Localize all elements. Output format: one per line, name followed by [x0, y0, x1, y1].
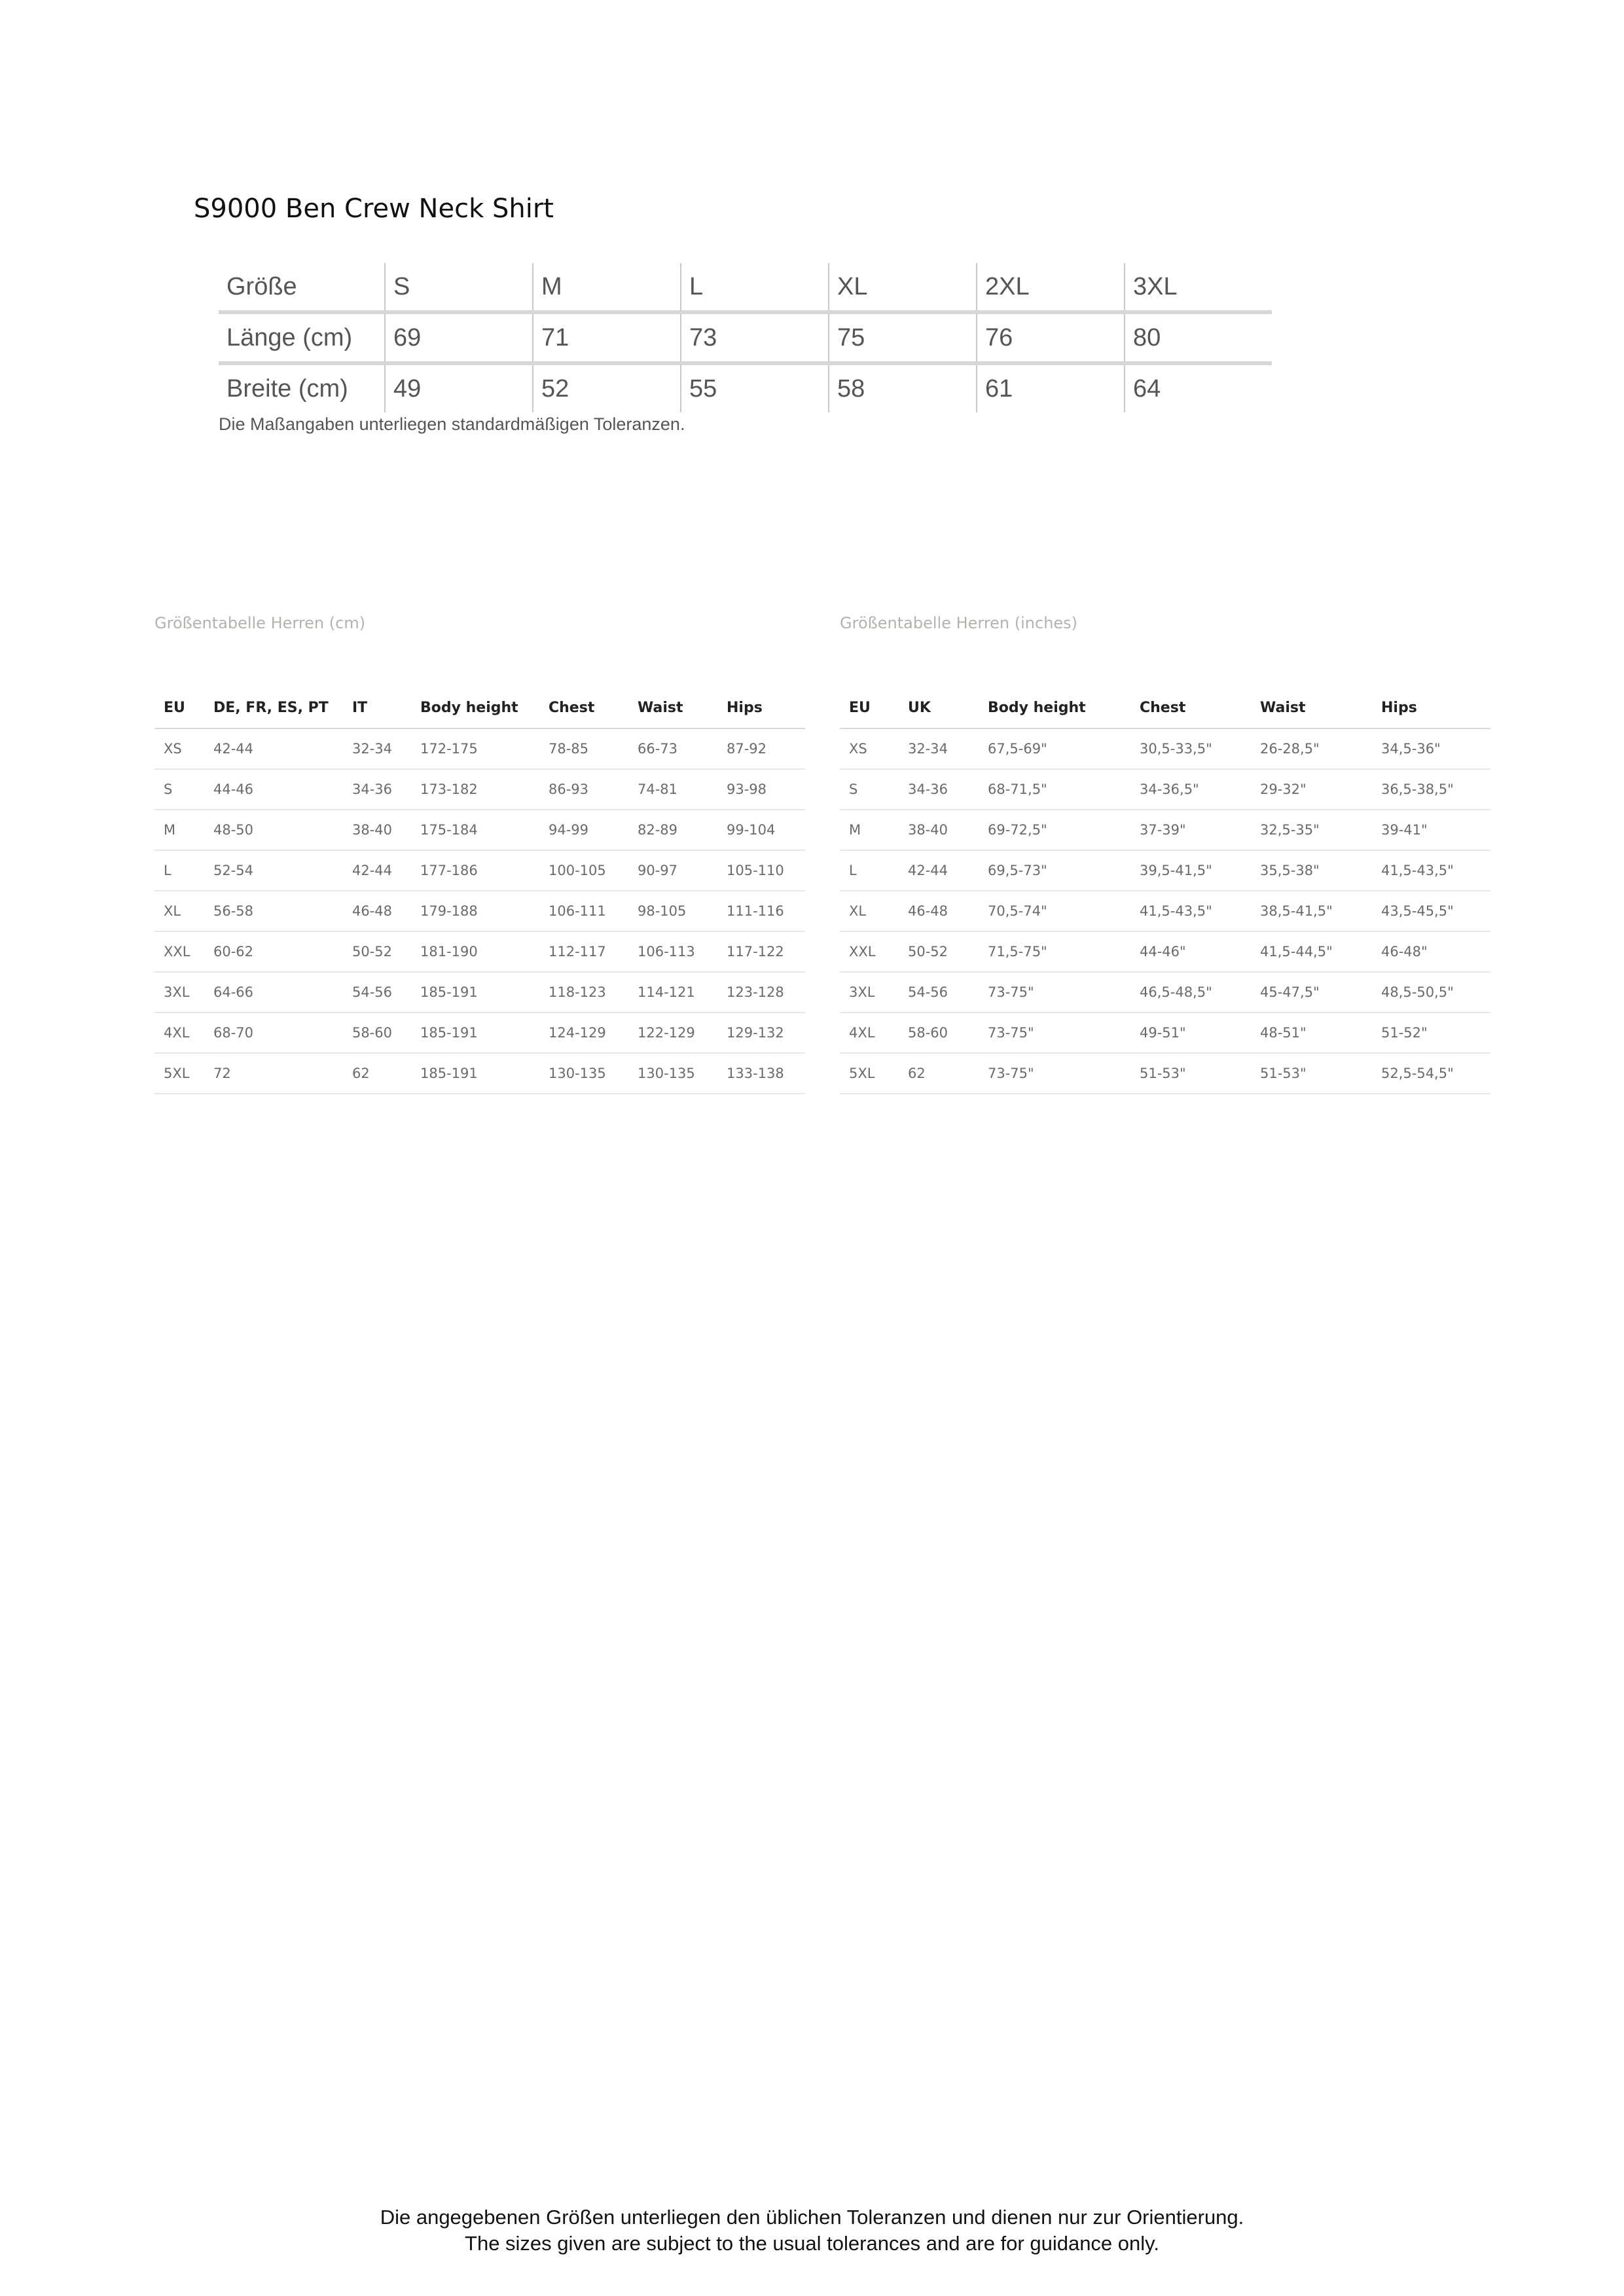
table-cell: 78-85 — [539, 728, 628, 769]
table-cell: 32-34 — [343, 728, 411, 769]
measurement-cell: S — [385, 263, 533, 312]
table-cell: 100-105 — [539, 850, 628, 891]
measurement-cell: 71 — [533, 312, 681, 363]
measurement-table — [219, 263, 1272, 412]
table-cell: 30,5-33,5" — [1130, 728, 1251, 769]
table-cell: 106-111 — [539, 891, 628, 931]
table-cell: 44-46" — [1130, 931, 1251, 972]
measurement-cell: 61 — [977, 363, 1125, 412]
table-cell: 117-122 — [717, 931, 805, 972]
table-cell: 130-135 — [628, 1053, 717, 1094]
table-cell: XS — [154, 728, 204, 769]
table-cell: 46,5-48,5" — [1130, 972, 1251, 1013]
footer-line-en: The sizes given are subject to the usual tolerances and are for guidance only. — [465, 2232, 1159, 2255]
table-cell: L — [154, 850, 204, 891]
table-cell: 32,5-35" — [1251, 810, 1372, 850]
table-cell: 42-44 — [899, 850, 979, 891]
table-cell: 29-32" — [1251, 769, 1372, 810]
table-cell: 38-40 — [899, 810, 979, 850]
table-cell: 111-116 — [717, 891, 805, 931]
table-cell: 82-89 — [628, 810, 717, 850]
measurement-cell: M — [533, 263, 681, 312]
column-header: Chest — [1130, 687, 1251, 728]
table-cell: 46-48" — [1372, 931, 1490, 972]
table-cell: 38,5-41,5" — [1251, 891, 1372, 931]
table-cell: 124-129 — [539, 1013, 628, 1053]
table-cell: 175-184 — [411, 810, 539, 850]
table-cell: M — [154, 810, 204, 850]
table-cell: 69-72,5" — [979, 810, 1130, 850]
table-cell: S — [840, 769, 899, 810]
table-cell: M — [840, 810, 899, 850]
measurement-cell: 64 — [1125, 363, 1272, 412]
table-cell: 48-51" — [1251, 1013, 1372, 1053]
table-cell: 37-39" — [1130, 810, 1251, 850]
table-cell: 185-191 — [411, 1053, 539, 1094]
column-header: Waist — [1251, 687, 1372, 728]
table-row — [840, 931, 1490, 972]
table-row — [840, 769, 1490, 810]
table-row — [154, 1053, 805, 1094]
table-row — [840, 1053, 1490, 1094]
column-header: IT — [343, 687, 411, 728]
table-cell: XXL — [840, 931, 899, 972]
table-cell: 58-60 — [899, 1013, 979, 1053]
table-row — [840, 728, 1490, 769]
table-cell: 73-75" — [979, 1013, 1130, 1053]
table-cell: 67,5-69" — [979, 728, 1130, 769]
table-cell: 66-73 — [628, 728, 717, 769]
table-row — [840, 891, 1490, 931]
table-cell: 51-52" — [1372, 1013, 1490, 1053]
measurement-cell: 52 — [533, 363, 681, 412]
table-row — [154, 850, 805, 891]
measurement-row-label: Länge (cm) — [219, 312, 385, 363]
measurement-cell: 69 — [385, 312, 533, 363]
table-cell: 3XL — [840, 972, 899, 1013]
table-cell: 129-132 — [717, 1013, 805, 1053]
table-cell: 52-54 — [204, 850, 343, 891]
table-cell: 64-66 — [204, 972, 343, 1013]
table-row — [840, 972, 1490, 1013]
table-cell: 5XL — [154, 1053, 204, 1094]
table-cell: 122-129 — [628, 1013, 717, 1053]
table-row — [154, 769, 805, 810]
table-cell: 68-70 — [204, 1013, 343, 1053]
table-cell: 4XL — [840, 1013, 899, 1053]
table-cell: 123-128 — [717, 972, 805, 1013]
table-cell: 99-104 — [717, 810, 805, 850]
column-header: Waist — [628, 687, 717, 728]
measurement-cell: 75 — [829, 312, 977, 363]
table-cell: 98-105 — [628, 891, 717, 931]
table-cell: 172-175 — [411, 728, 539, 769]
table-cell: 60-62 — [204, 931, 343, 972]
table-row — [840, 850, 1490, 891]
table-cell: 130-135 — [539, 1053, 628, 1094]
table-cell: 114-121 — [628, 972, 717, 1013]
table-cell: 68-71,5" — [979, 769, 1130, 810]
table-cell: 42-44 — [343, 850, 411, 891]
table-cell: XS — [840, 728, 899, 769]
table-cell: 34-36 — [899, 769, 979, 810]
column-header: Chest — [539, 687, 628, 728]
table-cell: XL — [154, 891, 204, 931]
table-cell: 43,5-45,5" — [1372, 891, 1490, 931]
column-header: Body height — [979, 687, 1130, 728]
column-header: Hips — [717, 687, 805, 728]
measurement-cell: XL — [829, 263, 977, 312]
table-row — [154, 728, 805, 769]
table-cell: 50-52 — [343, 931, 411, 972]
table-cell: 48-50 — [204, 810, 343, 850]
measurement-row — [219, 263, 1272, 312]
table-cell: 44-46 — [204, 769, 343, 810]
table-cell: 5XL — [840, 1053, 899, 1094]
table-row — [154, 891, 805, 931]
table-cell: XL — [840, 891, 899, 931]
size-chart-inches — [840, 687, 1490, 1094]
table-cell: 35,5-38" — [1251, 850, 1372, 891]
table-cell: 74-81 — [628, 769, 717, 810]
table-row — [840, 1013, 1490, 1053]
size-chart-inches-caption: Größentabelle Herren (inches) — [840, 614, 1078, 632]
table-cell: 106-113 — [628, 931, 717, 972]
table-cell: 105-110 — [717, 850, 805, 891]
table-cell: 70,5-74" — [979, 891, 1130, 931]
table-row — [154, 931, 805, 972]
table-cell: S — [154, 769, 204, 810]
table-cell: 32-34 — [899, 728, 979, 769]
table-cell: 69,5-73" — [979, 850, 1130, 891]
table-cell: 179-188 — [411, 891, 539, 931]
measurement-cell: 76 — [977, 312, 1125, 363]
measurement-cell: 73 — [681, 312, 829, 363]
table-cell: 45-47,5" — [1251, 972, 1372, 1013]
table-cell: 36,5-38,5" — [1372, 769, 1490, 810]
table-cell: 42-44 — [204, 728, 343, 769]
size-chart-cm-caption: Größentabelle Herren (cm) — [154, 614, 366, 632]
table-cell: 34-36,5" — [1130, 769, 1251, 810]
table-row — [154, 1013, 805, 1053]
measurement-row — [219, 312, 1272, 363]
table-cell: 73-75" — [979, 1053, 1130, 1094]
column-header: Body height — [411, 687, 539, 728]
column-header: EU — [840, 687, 899, 728]
table-cell: 54-56 — [343, 972, 411, 1013]
footer-disclaimer — [0, 2204, 1624, 2257]
table-cell: 41,5-43,5" — [1130, 891, 1251, 931]
table-cell: 52,5-54,5" — [1372, 1053, 1490, 1094]
table-cell: 94-99 — [539, 810, 628, 850]
table-row — [154, 810, 805, 850]
table-cell: 46-48 — [899, 891, 979, 931]
table-cell: 34,5-36" — [1372, 728, 1490, 769]
table-cell: 56-58 — [204, 891, 343, 931]
table-cell: 34-36 — [343, 769, 411, 810]
measurement-cell: 80 — [1125, 312, 1272, 363]
footer-line-de: Die angegebenen Größen unterliegen den üblichen Toleranzen und dienen nur zur Orientierung. — [380, 2206, 1244, 2229]
table-cell: XXL — [154, 931, 204, 972]
table-cell: 41,5-43,5" — [1372, 850, 1490, 891]
table-cell: 71,5-75" — [979, 931, 1130, 972]
measurement-row — [219, 363, 1272, 412]
table-cell: 93-98 — [717, 769, 805, 810]
table-cell: 39-41" — [1372, 810, 1490, 850]
table-cell: 50-52 — [899, 931, 979, 972]
table-cell: 62 — [899, 1053, 979, 1094]
table-cell: 118-123 — [539, 972, 628, 1013]
table-cell: 185-191 — [411, 1013, 539, 1053]
table-cell: 73-75" — [979, 972, 1130, 1013]
table-cell: 51-53" — [1251, 1053, 1372, 1094]
table-cell: 41,5-44,5" — [1251, 931, 1372, 972]
document-title: S9000 Ben Crew Neck Shirt — [194, 194, 554, 224]
size-chart-cm — [154, 687, 805, 1094]
table-cell: 58-60 — [343, 1013, 411, 1053]
table-cell: 90-97 — [628, 850, 717, 891]
table-cell: 133-138 — [717, 1053, 805, 1094]
measurement-row-label: Breite (cm) — [226, 374, 348, 403]
table-cell: L — [840, 850, 899, 891]
tolerance-note: Die Maßangaben unterliegen standardmäßigen Toleranzen. — [219, 414, 685, 434]
table-cell: 87-92 — [717, 728, 805, 769]
table-cell: 46-48 — [343, 891, 411, 931]
table-cell: 62 — [343, 1053, 411, 1094]
table-row — [154, 972, 805, 1013]
table-cell: 112-117 — [539, 931, 628, 972]
column-header: Hips — [1372, 687, 1490, 728]
table-cell: 173-182 — [411, 769, 539, 810]
table-cell: 26-28,5" — [1251, 728, 1372, 769]
column-header: UK — [899, 687, 979, 728]
table-cell: 72 — [204, 1053, 343, 1094]
table-cell: 3XL — [154, 972, 204, 1013]
table-cell: 49-51" — [1130, 1013, 1251, 1053]
table-cell: 185-191 — [411, 972, 539, 1013]
measurement-cell: 2XL — [977, 263, 1125, 312]
column-header: DE, FR, ES, PT — [204, 687, 343, 728]
table-cell: 38-40 — [343, 810, 411, 850]
measurement-cell: 3XL — [1125, 263, 1272, 312]
table-cell: 181-190 — [411, 931, 539, 972]
table-cell: 54-56 — [899, 972, 979, 1013]
table-cell: 51-53" — [1130, 1053, 1251, 1094]
table-cell: 177-186 — [411, 850, 539, 891]
table-cell: 39,5-41,5" — [1130, 850, 1251, 891]
column-header: EU — [154, 687, 204, 728]
table-cell: 48,5-50,5" — [1372, 972, 1490, 1013]
table-cell: 4XL — [154, 1013, 204, 1053]
measurement-cell: 55 — [681, 363, 829, 412]
measurement-cell: 58 — [829, 363, 977, 412]
table-cell: 86-93 — [539, 769, 628, 810]
measurement-row-label: Größe — [219, 263, 385, 312]
measurement-cell: 49 — [385, 363, 533, 412]
table-row — [840, 810, 1490, 850]
measurement-cell: L — [681, 263, 829, 312]
